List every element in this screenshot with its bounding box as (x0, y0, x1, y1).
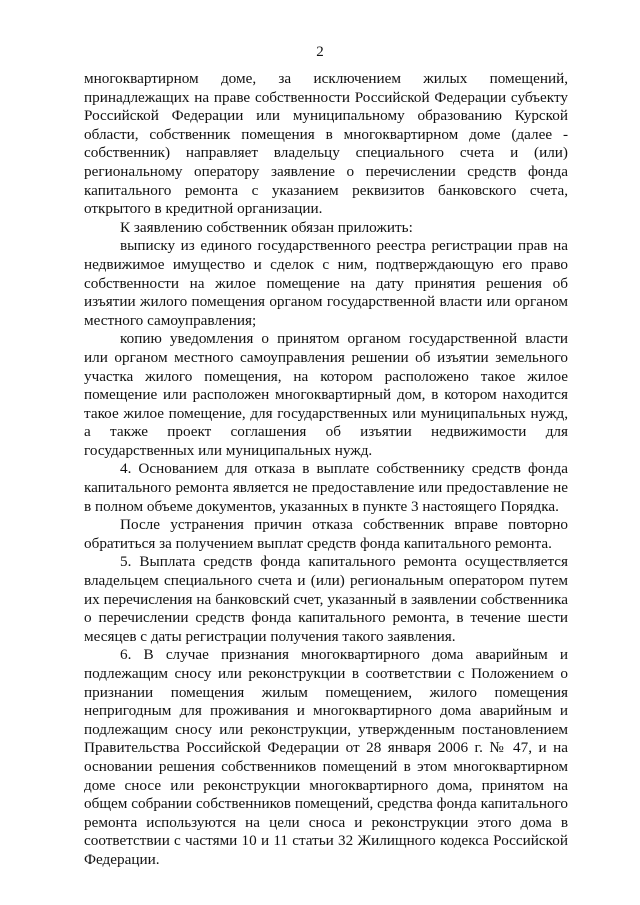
paragraph-notice-copy: копию уведомления о принятом органом государственной власти или органом местного самоуправления решении об изъятии земельного участка жилого помещения, на котором расположено такое жилое помещение или расположен многоквартирный дом, в котором находится такое жилое помещение, для государственных или муниципальных нужд, а также проект соглашения об изъятии недвижимости для государственных или муниципальных нужд. (84, 330, 568, 459)
paragraph-registry-extract: выписку из единого государственного реестра регистрации прав на недвижимое имущество и сделок с ним, подтверждающую его право собственности на жилое помещение на дату принятия решения об изъятии жилого помещения органом государственной власти или органом местного самоуправления; (84, 237, 568, 329)
document-body (84, 70, 568, 870)
paragraph-repeat-request: После устранения причин отказа собственник вправе повторно обратиться за получением выплат средств фонда капитального ремонта. (84, 516, 568, 552)
paragraph-item-5: 5. Выплата средств фонда капитального ремонта осуществляется владельцем специального счета и (или) региональным оператором путем их перечисления на банковский счет, указанный в заявлении собственника о перечислении средств фонда капитального ремонта, в течение шести месяцев с даты регистрации получения такого заявления. (84, 553, 568, 645)
paragraph-item-4: 4. Основанием для отказа в выплате собственнику средств фонда капитального ремонта является не предоставление или предоставление не в полном объеме документов, указанных в пункте 3 настоящего Порядка. (84, 460, 568, 515)
paragraph-item-6: 6. В случае признания многоквартирного дома аварийным и подлежащим сносу или реконструкции в соответствии с Положением о признании помещения жилым помещением, жилого помещения непригодным для проживания и многоквартирного дома аварийным и подлежащим сносу или реконструкции, утвержденным постановлением Правительства Российской Федерации от 28 января 2006 г. № 47, и на основании решения собственников помещений в этом многоквартирном доме сносе или реконструкции многоквартирного дома, принятом на общем собрании собственников помещений, средства фонда капитального ремонта используются на цели сноса и реконструкции этого дома в соответствии с частями 10 и 11 статьи 32 Жилищного кодекса Российской Федерации. (84, 646, 568, 868)
paragraph-attachments-intro: К заявлению собственник обязан приложить: (120, 218, 413, 236)
page-number: 2 (316, 44, 324, 60)
paragraph-continuation: многоквартирном доме, за исключением жилых помещений, принадлежащих на праве собственности Российской Федерации субъекту Российской Федерации или муниципальному образованию Курской области, собственник помещения в многоквартирном доме (далее - собственник) направляет владельцу специального счета и (или) региональному оператору заявление о перечислении средств фонда капитального ремонта с указанием реквизитов банковского счета, открытого в кредитной организации. (84, 70, 568, 218)
